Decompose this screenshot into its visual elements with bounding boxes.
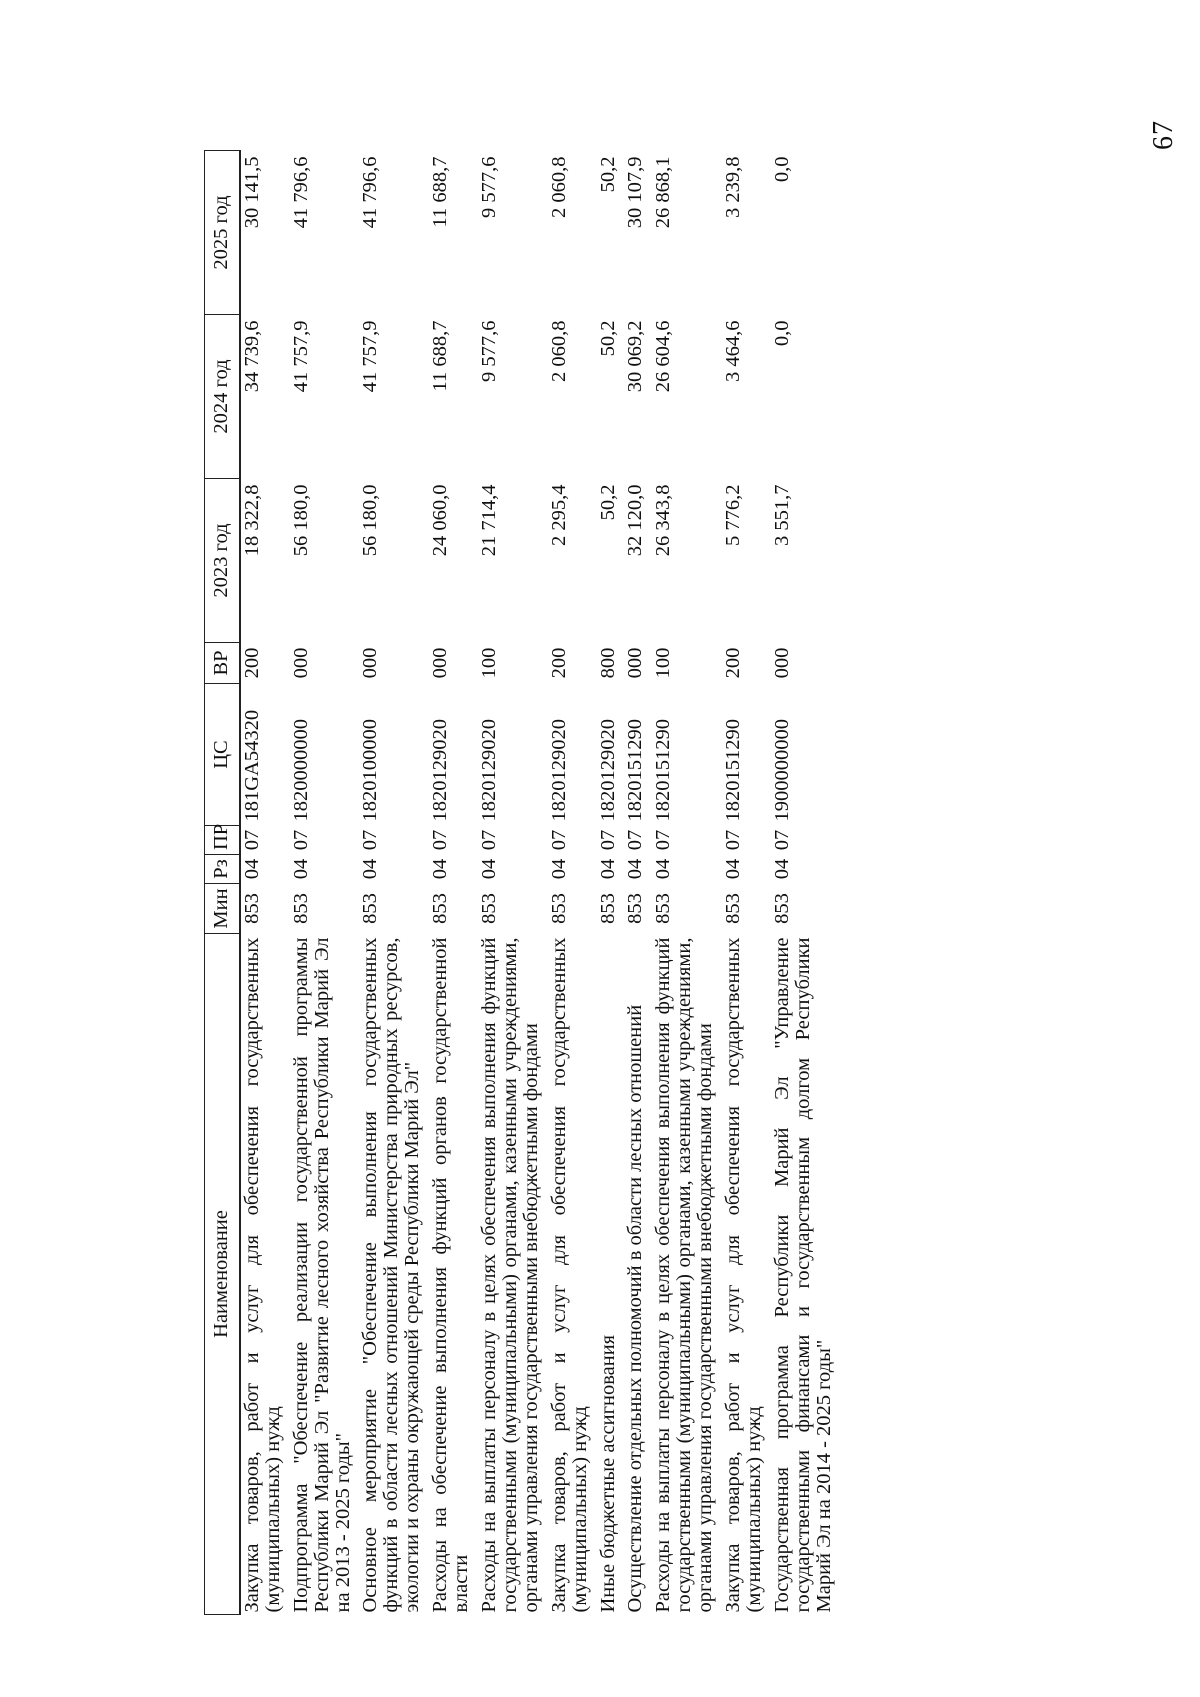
rotated-page [204,150,1034,1615]
header-min: Мин [205,884,240,934]
header-2025: 2025 год [205,151,240,315]
row-2023: 50,2 [596,484,619,521]
row-min: 853 [652,893,675,924]
row-2025: 30 141,5 [240,156,263,229]
row-2024: 41 757,9 [289,320,312,393]
row-pr: 07 [547,829,570,851]
row-min: 853 [596,893,619,924]
header-cs: ЦС [205,684,240,826]
table-row [429,151,478,1615]
row-rz: 04 [770,858,793,880]
row-pr: 07 [429,829,452,851]
row-2023: 56 180,0 [359,484,382,557]
row-2023: 2 295,4 [547,484,570,546]
row-2024: 9 577,6 [477,320,500,382]
page-number: 67 [1148,120,1179,150]
row-2024: 26 604,6 [652,320,675,393]
row-2024: 11 688,7 [429,320,452,392]
row-cs: 1820129020 [596,719,619,822]
row-2025: 9 577,6 [477,156,500,218]
row-vr: 000 [429,647,452,679]
row-2025: 2 060,8 [547,156,570,218]
row-2023: 32 120,0 [624,484,647,557]
row-pr: 07 [722,829,745,851]
table-row [771,151,841,1615]
row-vr: 000 [770,647,793,679]
table-row [722,151,771,1615]
header-vr: ВР [205,643,240,684]
row-min: 853 [624,893,647,924]
header-rz: Рз [205,855,240,884]
row-cs: 1820129020 [429,719,452,822]
row-2025: 30 107,9 [624,156,647,229]
header-name: Наименование [205,934,240,1615]
row-name: Расходы на обеспечение выполнения функций органов государственной власти [429,937,473,1613]
row-min: 853 [359,893,382,924]
table-row [597,151,625,1615]
row-name: Основное мероприятие "Обеспечение выполнения государственных функций в области лесных отношений Министерства природных ресурсов, экологии и охраны окружающей среды Республики Марий Эл" [359,937,424,1613]
row-vr: 100 [652,647,675,679]
row-name: Расходы на выплаты персоналу в целях обеспечения выполнения функций государственными (муниципальными) органами, казенными учреждениями, органами управления государственными внебюджетными фондами [652,937,717,1613]
row-rz: 04 [596,858,619,880]
row-2023: 24 060,0 [429,484,452,557]
row-cs: 1820151290 [722,719,745,822]
row-min: 853 [289,893,312,924]
row-rz: 04 [477,858,500,880]
row-vr: 200 [722,647,745,679]
row-cs: 1820151290 [624,719,647,822]
row-min: 853 [722,893,745,924]
row-name: Закупка товаров, работ и услуг для обеспечения государственных (муниципальных) нужд [547,937,591,1613]
table-row [548,151,597,1615]
budget-table [204,150,841,1615]
table-row [624,151,652,1615]
table-row [240,151,290,1615]
row-2023: 18 322,8 [240,484,263,557]
header-2023: 2023 год [205,479,240,643]
row-2024: 3 464,6 [722,320,745,382]
row-2024: 30 069,2 [624,320,647,393]
row-rz: 04 [429,858,452,880]
table-body [240,151,841,1615]
row-2024: 34 739,6 [240,320,263,393]
row-min: 853 [547,893,570,924]
row-2023: 3 551,7 [770,484,793,546]
table-header [205,151,240,1615]
row-vr: 000 [359,647,382,679]
row-2024: 41 757,9 [359,320,382,393]
row-name: Государственная программа Республики Марий Эл "Управление государственными финансами и государственным долгом Республики Марий Эл на 2014 - 2025 годы" [770,937,835,1613]
table-row [290,151,360,1615]
row-cs: 1820151290 [652,719,675,822]
row-min: 853 [770,893,793,924]
row-pr: 07 [770,829,793,851]
row-rz: 04 [547,858,570,880]
row-name: Закупка товаров, работ и услуг для обеспечения государственных (муниципальных) нужд [722,937,765,1613]
row-pr: 07 [289,829,312,851]
row-vr: 100 [477,647,500,679]
row-pr: 07 [596,829,619,851]
row-rz: 04 [359,858,382,880]
row-2023: 5 776,2 [722,484,745,546]
row-rz: 04 [289,858,312,880]
row-rz: 04 [624,858,647,880]
row-2025: 0,0 [770,156,793,183]
row-vr: 200 [240,647,263,679]
row-2023: 26 343,8 [652,484,675,557]
row-cs: 1820000000 [289,719,312,822]
row-vr: 200 [547,647,570,679]
header-2024: 2024 год [205,315,240,479]
row-rz: 04 [722,858,745,880]
row-2023: 56 180,0 [289,484,312,557]
row-pr: 07 [240,829,263,851]
row-vr: 000 [624,647,647,679]
row-cs: 1820129020 [477,719,500,822]
table-row [652,151,722,1615]
row-cs: 1820100000 [359,719,382,822]
row-min: 853 [240,893,263,924]
row-min: 853 [477,893,500,924]
row-name: Иные бюджетные ассигнования [596,1334,619,1613]
row-pr: 07 [624,829,647,851]
header-pr: ПР [205,826,240,855]
row-cs: 1900000000 [770,719,793,822]
row-vr: 000 [289,647,312,679]
table-row [359,151,429,1615]
row-2024: 50,2 [596,320,619,357]
row-2025: 41 796,6 [359,156,382,229]
row-pr: 07 [652,829,675,851]
row-2024: 0,0 [770,320,793,347]
row-pr: 07 [477,829,500,851]
row-name: Расходы на выплаты персоналу в целях обеспечения выполнения функций государственными (муниципальными) органами, казенными учреждениями, органами управления государственными внебюджетными фондами [477,937,542,1613]
row-2025: 26 868,1 [652,156,675,229]
row-2025: 41 796,6 [289,156,312,229]
row-min: 853 [429,893,452,924]
row-rz: 04 [652,858,675,880]
row-2023: 21 714,4 [477,484,500,557]
table-row [478,151,548,1615]
row-rz: 04 [240,858,263,880]
row-name: Осуществление отдельных полномочий в области лесных отношений [624,1004,647,1613]
row-2024: 2 060,8 [547,320,570,382]
row-cs: 1820129020 [547,719,570,822]
row-vr: 800 [596,647,619,679]
row-2025: 3 239,8 [722,156,745,218]
row-2025: 11 688,7 [429,156,452,228]
row-name: Закупка товаров, работ и услуг для обеспечения государственных (муниципальных) нужд [240,937,284,1613]
row-name: Подпрограмма "Обеспечение реализации государственной программы Республики Марий Эл "Развитие лесного хозяйства Республики Марий Эл на 2013 - 2025 годы" [289,937,354,1613]
row-pr: 07 [359,829,382,851]
row-cs: 181GA54320 [240,709,263,822]
row-2025: 50,2 [596,156,619,193]
